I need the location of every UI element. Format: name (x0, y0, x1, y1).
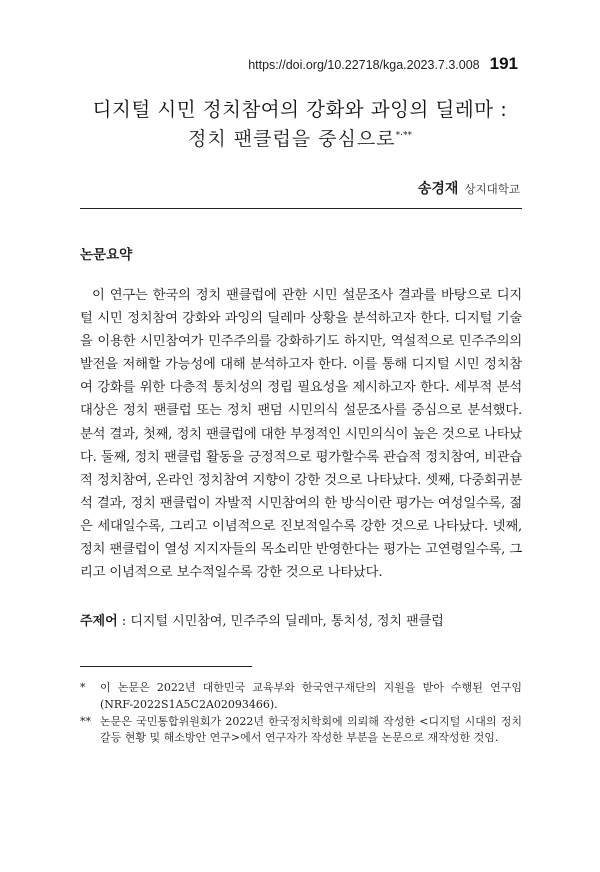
footnote-2-mark: ** (80, 714, 91, 728)
footnote-marks: *·** (395, 130, 412, 141)
footnote-2-text: 논문은 국민통합위원회가 2022년 한국정치학회에 의뢰해 작성한 <디지털 시대의 정치 갈등 현황 및 해소방안 연구>에서 연구자가 작성한 부분을 논문으로 재작성한 것임. (100, 714, 522, 745)
paper-title: 디지털 시민 정치참여의 강화와 과잉의 딜레마 : (92, 98, 508, 121)
abstract-paragraph: 이 연구는 한국의 정치 팬클럽에 관한 시민 설문조사 결과를 바탕으로 디지털 시민 정치참여 강화와 과잉의 딜레마 상황을 분석하고자 한다. 디지털 기술을 이용한 시민참여가 민주주의를 강화하기도 하지만, 역설적으로 민주주의의 발전을 저해할 가능성에 대해 분석하고자 한다. 이를 통해 디지털 시민 정치참여 강화를 위한 다층적 통치성의 정립 필요성을 제시하고자 한다. 세부적 분석 대상은 정치 팬클럽 또는 정치 팬덤 시민의식 설문조사를 중심으로 분석했다. 분석 결과, 첫째, 정치 팬클럽에 대한 부정적인 시민의식이 높은 것으로 나타났다. 둘째, 정치 팬클럽 활동을 긍정적으로 평가할수록 관습적 정치참여, 비관습적 정치참여, 온라인 정치참여 지향이 강한 것으로 나타났다. 셋째, 다중회귀분석 결과, 정치 팬클럽이 자발적 시민참여의 한 방식이란 평가는 여성일수록, 젊은 세대일수록, 그리고 이념적으로 진보적일수록 강한 것으로 나타났다. 넷째, 정치 팬클럽이 열성 지지자들의 목소리만 반영한다는 평가는 고연령일수록, 그리고 이념적으로 보수적일수록 강한 것으로 나타났다. (80, 288, 523, 581)
footnote-1-text: 이 논문은 2022년 대한민국 교육부와 한국연구재단의 지원을 받아 수행된 연구임 (NRF-2022S1A5C2A02093466). (100, 681, 522, 711)
keywords-text: 디지털 시민참여, 민주주의 딜레마, 통치성, 정치 팬클럽 (130, 614, 444, 629)
footnote-divider (80, 666, 252, 667)
keywords-label: 주제어 (80, 614, 118, 629)
footnote-1-mark: * (80, 681, 86, 694)
doi-link[interactable]: https://doi.org/10.22718/kga.2023.7.3.008 (248, 58, 480, 72)
footnote-1 (80, 680, 522, 714)
abstract-heading: 논문요약 (80, 247, 133, 263)
page-number: 191 (489, 54, 518, 73)
abstract-body (80, 284, 522, 584)
footnotes (80, 680, 522, 747)
paper-subtitle-text: 정치 팬클럽을 중심으로 (188, 128, 396, 150)
author-affiliation: 상지대학교 (464, 182, 520, 196)
keywords-separator: : (117, 614, 131, 629)
author-name: 송경재 (417, 181, 459, 197)
title-divider (80, 208, 522, 209)
paper-subtitle (0, 124, 600, 151)
keywords-line (80, 610, 522, 629)
page-header (248, 54, 518, 74)
footnote-2 (80, 714, 522, 748)
author-line (418, 178, 520, 198)
